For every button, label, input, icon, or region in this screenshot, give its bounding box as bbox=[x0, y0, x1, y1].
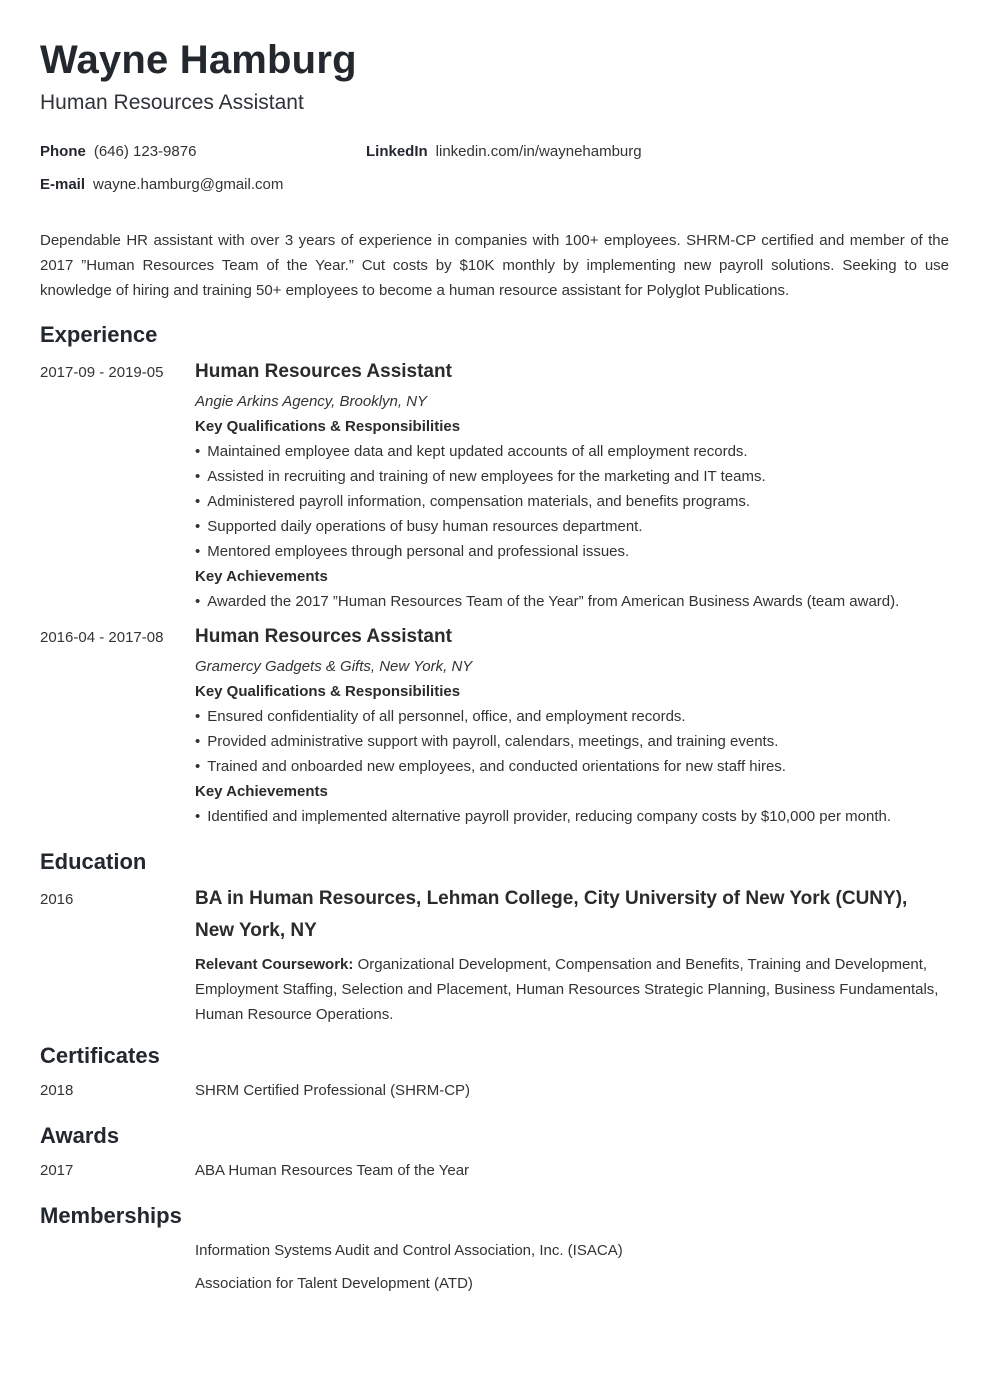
qualifications-list bbox=[195, 439, 950, 564]
certificate-year: 2018 bbox=[40, 1082, 74, 1099]
job-entry bbox=[195, 360, 950, 614]
awards-heading: Awards bbox=[40, 1123, 120, 1148]
phone-value: (646) 123-9876 bbox=[93, 143, 197, 160]
qualifications-heading: Key Qualifications & Responsibilities bbox=[195, 683, 461, 700]
education-entry bbox=[195, 883, 950, 1027]
list-item: • Assisted in recruiting and training of new employees for the marketing and IT teams. bbox=[195, 464, 950, 489]
list-item: • Ensured confidentiality of all personnel, office, and employment records. bbox=[195, 704, 950, 729]
education-heading: Education bbox=[40, 849, 147, 874]
job-company: Gramercy Gadgets & Gifts, New York, NY bbox=[195, 658, 473, 675]
job-title: Human Resources Assistant bbox=[195, 361, 452, 382]
list-item: • Administered payroll information, compensation materials, and benefits programs. bbox=[195, 489, 950, 514]
coursework-text: Organizational Development, Compensation and Benefits, Training and Development, Employment Staffing, Selection and Placement, Human Resources Strategic Planning, Business Fundamentals, Human Resource Operations. bbox=[195, 956, 939, 1023]
achievements-list bbox=[195, 589, 950, 614]
award-year: 2017 bbox=[40, 1162, 74, 1179]
coursework-label: Relevant Coursework: bbox=[195, 956, 354, 973]
contact-linkedin bbox=[366, 143, 642, 160]
list-item: • Maintained employee data and kept updated accounts of all employment records. bbox=[195, 439, 950, 464]
list-item: • Identified and implemented alternative payroll provider, reducing company costs by $10,000 per month. bbox=[195, 804, 950, 829]
qualifications-list bbox=[195, 704, 950, 779]
achievements-heading: Key Achievements bbox=[195, 783, 328, 800]
job-entry bbox=[195, 625, 950, 829]
qualifications-heading: Key Qualifications & Responsibilities bbox=[195, 418, 461, 435]
job-company: Angie Arkins Agency, Brooklyn, NY bbox=[195, 393, 428, 410]
candidate-title: Human Resources Assistant bbox=[40, 91, 304, 114]
achievements-heading: Key Achievements bbox=[195, 568, 328, 585]
email-label: E-mail bbox=[40, 176, 86, 193]
list-item: • Provided administrative support with payroll, calendars, meetings, and training events. bbox=[195, 729, 950, 754]
list-item: • Awarded the 2017 ”Human Resources Team of the Year” from American Business Awards (team award). bbox=[195, 589, 950, 614]
education-year: 2016 bbox=[40, 891, 74, 908]
candidate-name: Wayne Hamburg bbox=[40, 38, 357, 82]
job-dates: 2017-09 - 2019-05 bbox=[40, 364, 164, 381]
memberships-heading: Memberships bbox=[40, 1203, 182, 1228]
achievements-list bbox=[195, 804, 950, 829]
membership-item: Association for Talent Development (ATD) bbox=[195, 1275, 473, 1292]
award-name: ABA Human Resources Team of the Year bbox=[195, 1162, 470, 1179]
list-item: • Mentored employees through personal and professional issues. bbox=[195, 539, 950, 564]
membership-item: Information Systems Audit and Control Association, Inc. (ISACA) bbox=[195, 1242, 623, 1259]
certificate-name: SHRM Certified Professional (SHRM-CP) bbox=[195, 1082, 471, 1099]
job-dates: 2016-04 - 2017-08 bbox=[40, 629, 164, 646]
linkedin-value: linkedin.com/in/waynehamburg bbox=[435, 143, 642, 160]
contact-phone bbox=[40, 143, 196, 160]
list-item: • Supported daily operations of busy human resources department. bbox=[195, 514, 950, 539]
summary: Dependable HR assistant with over 3 years of experience in companies with 100+ employees. SHRM-CP certified and member of the 2017 ”Human Resources Team of the Year.” Cut costs by $10K monthly by implementing new payroll solutions. Seeking to use knowledge of hiring and training 50+ employees to become a human resource assistant for Polyglot Publications. bbox=[40, 232, 949, 299]
linkedin-label: LinkedIn bbox=[366, 143, 428, 160]
experience-heading: Experience bbox=[40, 322, 158, 347]
coursework bbox=[195, 952, 950, 1027]
degree: BA in Human Resources, Lehman College, City University of New York (CUNY), New York, NY bbox=[195, 888, 908, 941]
email-value: wayne.hamburg@gmail.com bbox=[93, 176, 284, 193]
phone-label: Phone bbox=[40, 143, 86, 160]
job-title: Human Resources Assistant bbox=[195, 626, 452, 647]
list-item: • Trained and onboarded new employees, and conducted orientations for new staff hires. bbox=[195, 754, 950, 779]
certificates-heading: Certificates bbox=[40, 1043, 160, 1068]
contact-email bbox=[40, 176, 283, 193]
